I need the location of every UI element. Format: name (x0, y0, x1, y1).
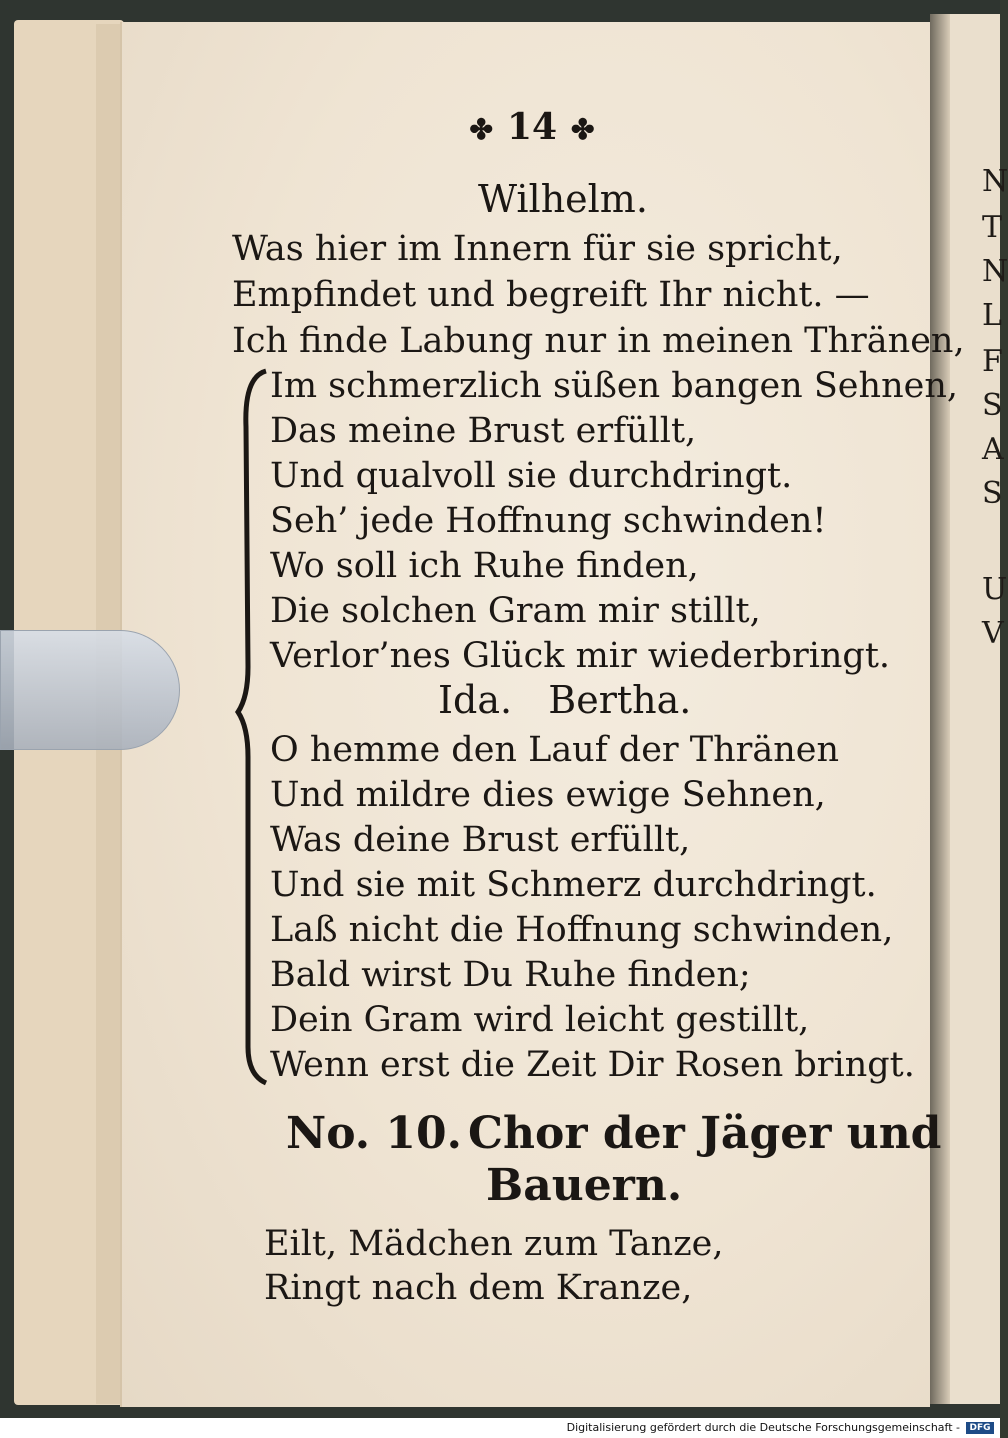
verse-line: Wenn erst die Zeit Dir Rosen bringt. (270, 1045, 915, 1085)
verse-line: Laß nicht die Hoffnung schwinden, (270, 910, 894, 950)
verse-line: Die solchen Gram mir stillt, (270, 591, 761, 631)
gutter-shadow (930, 14, 950, 1404)
verse-line: Seh’ jede Hoffnung schwinden! (270, 501, 827, 541)
speaker-wilhelm: Wilhelm. (478, 177, 648, 221)
verse-line: Eilt, Mädchen zum Tanze, (264, 1224, 724, 1264)
verse-line: Und sie mit Schmerz durchdringt. (270, 865, 877, 905)
verse-line: Im schmerzlich süßen bangen Sehnen, (270, 366, 958, 406)
page-marker-clip (0, 630, 180, 750)
curly-brace (234, 367, 270, 1087)
facing-letter: L (982, 298, 1002, 333)
speaker-ida-bertha: Ida. Bertha. (438, 678, 692, 722)
facing-letter: N (982, 164, 1008, 199)
verse-line: Ringt nach dem Kranze, (264, 1268, 693, 1308)
page-header (422, 106, 642, 148)
ornament-icon: ✤ (469, 113, 493, 146)
verse-line: Was deine Brust erfüllt, (270, 820, 691, 860)
verse-line: Ich finde Labung nur in meinen Thränen, (232, 321, 965, 361)
verse-line: Wo soll ich Ruhe finden, (270, 546, 699, 586)
verse-line: Bald wirst Du Ruhe finden; (270, 955, 751, 995)
verse-line: Verlor’nes Glück mir wiederbringt. (270, 636, 891, 676)
section-title-line1: Chor der Jäger und (468, 1108, 942, 1159)
facing-letter: A (982, 432, 1004, 467)
section-title-line2: Bauern. (486, 1160, 683, 1211)
dfg-logo: DFG (966, 1422, 994, 1434)
book-page (120, 22, 965, 1407)
verse-line: Und qualvoll sie durchdringt. (270, 456, 793, 496)
ornament-icon: ✤ (571, 113, 595, 146)
verse-line: Dein Gram wird leicht gestillt, (270, 1000, 810, 1040)
verse-line: Das meine Brust erfüllt, (270, 411, 697, 451)
verse-line: Und mildre dies ewige Sehnen, (270, 775, 826, 815)
facing-page-sliver (930, 14, 1008, 1404)
page-number: 14 (506, 106, 558, 148)
verse-line: O hemme den Lauf der Thränen (270, 730, 840, 770)
facing-letter: T (982, 210, 1003, 245)
facing-letter: F (982, 344, 1003, 379)
facing-letter: U (982, 572, 1008, 607)
verse-line: Was hier im Innern für sie spricht, (232, 229, 843, 269)
facing-letter: N (982, 254, 1008, 289)
facing-letter: S (982, 388, 1003, 423)
digitization-footer (0, 1418, 1000, 1438)
facing-letter: V (982, 616, 1004, 651)
verse-line: Empfindet und begreift Ihr nicht. — (232, 275, 870, 315)
funding-credit: Digitalisierung gefördert durch die Deutsche Forschungsgemeinschaft - (566, 1421, 960, 1434)
section-number: No. 10. (286, 1108, 462, 1159)
facing-letter: S (982, 476, 1003, 511)
